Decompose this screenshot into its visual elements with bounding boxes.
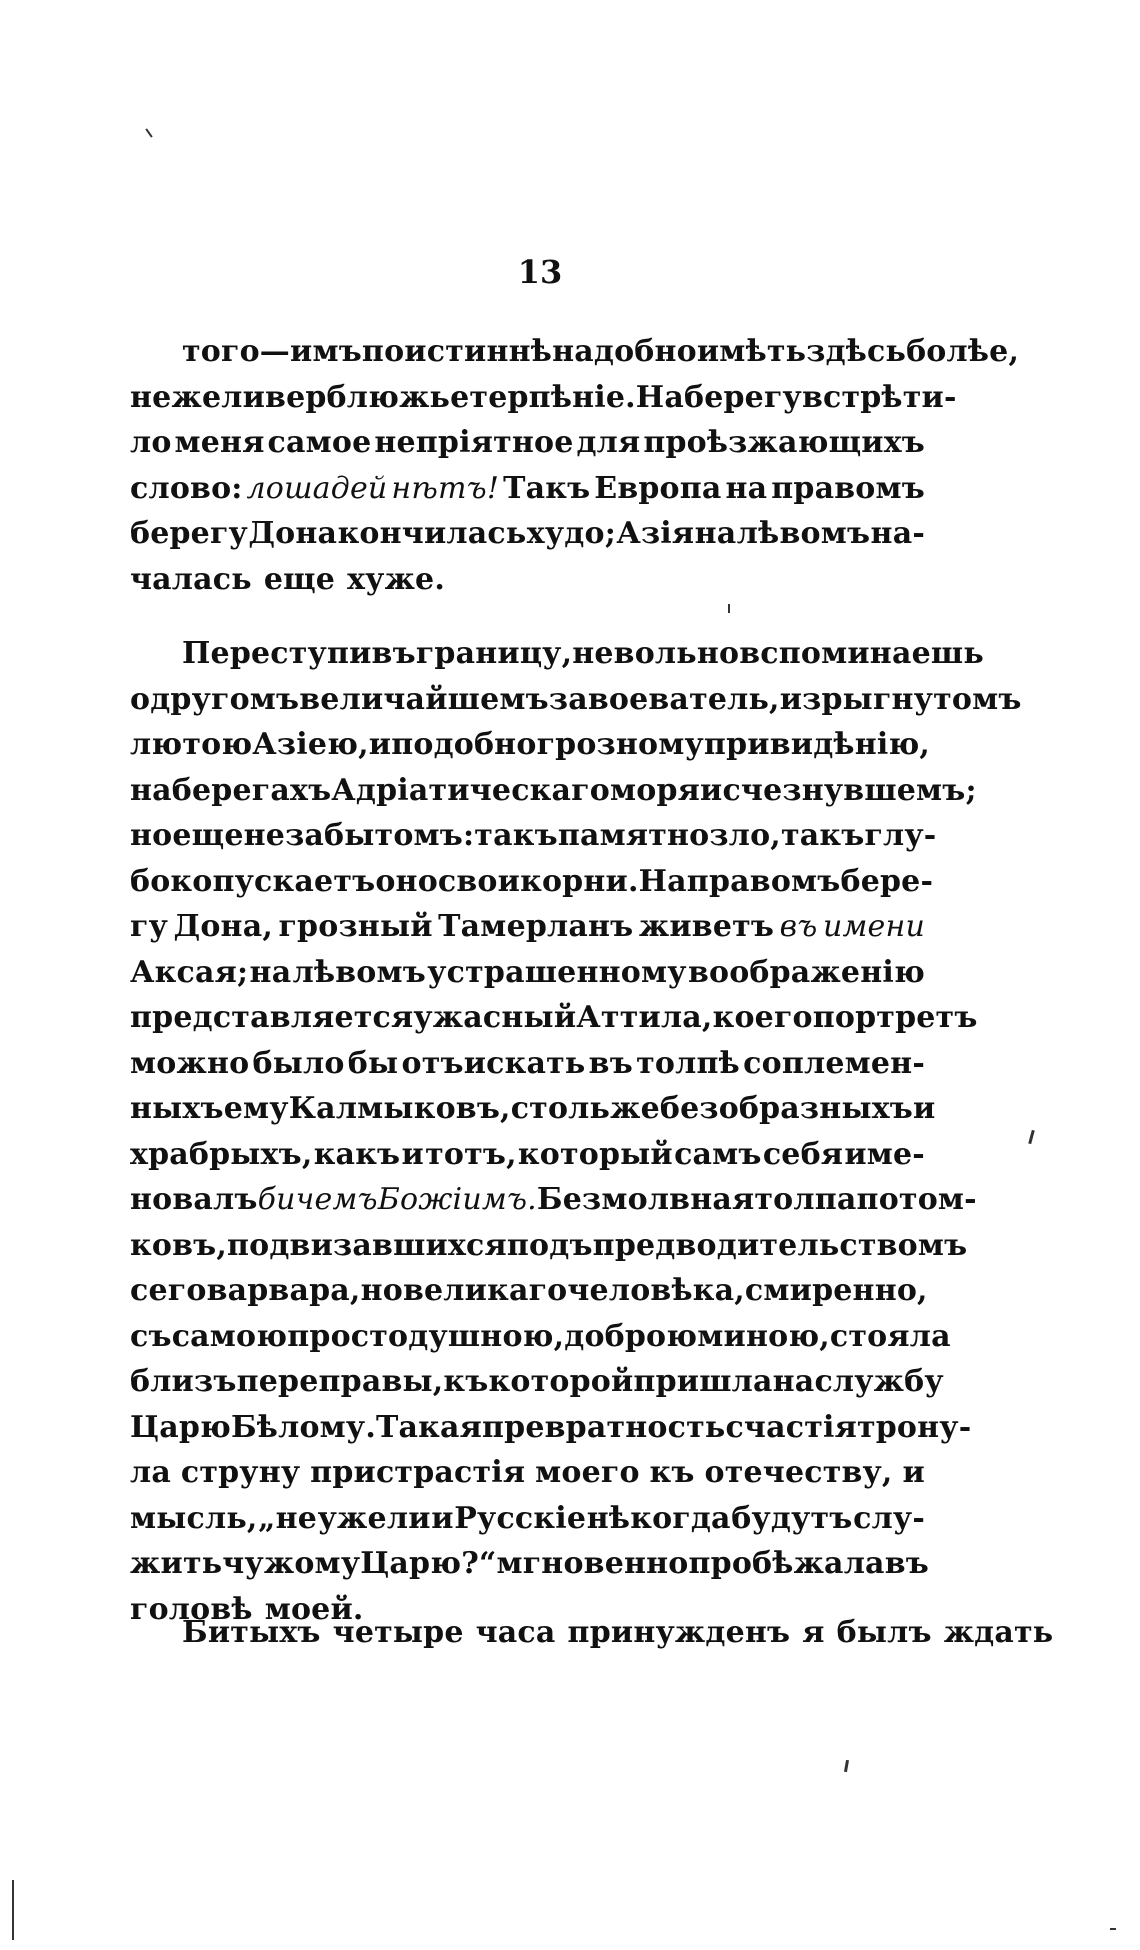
word: слу- bbox=[853, 1500, 925, 1536]
word: свои bbox=[437, 863, 521, 899]
word: и bbox=[913, 1091, 936, 1126]
word: но bbox=[130, 818, 173, 853]
text-line bbox=[130, 1450, 925, 1496]
word: моей. bbox=[264, 1591, 364, 1627]
word: невольно bbox=[572, 636, 740, 671]
word: привидѣнiю, bbox=[703, 727, 931, 762]
word: изрыгнутомъ bbox=[779, 681, 1022, 717]
word: столь bbox=[510, 1091, 611, 1126]
word: берегахъ bbox=[171, 772, 332, 808]
word: представляется bbox=[130, 1000, 414, 1035]
word: Азiею, bbox=[252, 727, 369, 762]
text-line bbox=[130, 375, 957, 421]
word: и bbox=[902, 1455, 925, 1490]
word: на bbox=[772, 1364, 815, 1399]
word: сего bbox=[130, 1273, 207, 1308]
word: другомъ bbox=[150, 681, 300, 717]
word: но bbox=[360, 1273, 403, 1308]
word: еще bbox=[172, 818, 244, 853]
word: Бѣлому. bbox=[230, 1409, 376, 1445]
word: съ bbox=[130, 1318, 172, 1354]
word: истиннѣ bbox=[404, 334, 553, 369]
text-line bbox=[130, 329, 1020, 375]
word: какъ bbox=[313, 1136, 401, 1172]
text-line bbox=[130, 859, 934, 905]
scan-speck bbox=[728, 604, 730, 613]
word: Азiя bbox=[616, 516, 695, 551]
word: боко bbox=[130, 863, 213, 899]
word: моря bbox=[609, 772, 700, 808]
word: себя bbox=[762, 1136, 844, 1172]
text-line bbox=[130, 1314, 951, 1360]
text-line bbox=[130, 813, 937, 859]
word: по bbox=[361, 334, 405, 369]
word: счастiя bbox=[725, 1409, 857, 1445]
word: меня bbox=[174, 425, 265, 460]
text-line bbox=[130, 995, 978, 1041]
word: глу- bbox=[864, 818, 937, 853]
word: толпѣ bbox=[636, 1045, 740, 1081]
word: принужденъ bbox=[567, 1615, 791, 1650]
text-line bbox=[130, 1223, 968, 1269]
word: отечеству, bbox=[704, 1455, 893, 1490]
word: мгновенно bbox=[496, 1546, 689, 1581]
text-line bbox=[130, 1041, 925, 1087]
word: смиренно, bbox=[744, 1273, 928, 1308]
text-line bbox=[130, 1496, 925, 1542]
word: великаго bbox=[402, 1273, 568, 1308]
word: ему bbox=[223, 1091, 289, 1126]
word: человѣка, bbox=[567, 1273, 745, 1308]
word: худо; bbox=[526, 516, 616, 551]
word: ныхъ bbox=[130, 1091, 224, 1126]
text-line bbox=[130, 677, 1022, 723]
text-line bbox=[130, 1359, 944, 1405]
word: терпѣнiе. bbox=[469, 379, 636, 415]
word: слово: bbox=[130, 470, 243, 506]
text-line bbox=[130, 1405, 972, 1451]
word: потом- bbox=[856, 1182, 977, 1217]
word: въ bbox=[588, 1045, 633, 1081]
word: Европа bbox=[594, 470, 722, 506]
word: Аттила, bbox=[576, 1000, 713, 1035]
word: предводительствомъ bbox=[592, 1227, 968, 1263]
word: самое bbox=[267, 425, 372, 460]
page-number: 13 bbox=[517, 253, 563, 291]
word: на bbox=[249, 954, 292, 990]
word: имѣть bbox=[696, 334, 807, 369]
text-line bbox=[130, 557, 925, 603]
word: подобно bbox=[391, 727, 537, 762]
italic-word: въ bbox=[779, 909, 818, 944]
word: бы bbox=[347, 1045, 399, 1081]
word: четыре bbox=[332, 1615, 464, 1650]
word: зло, bbox=[709, 818, 781, 853]
text-line bbox=[130, 420, 925, 466]
word: завоеватель, bbox=[548, 681, 780, 717]
word: доброю bbox=[564, 1318, 698, 1354]
word: верблюжье bbox=[265, 379, 470, 415]
italic-word: лошадей bbox=[246, 470, 388, 506]
word: трону- bbox=[856, 1409, 972, 1445]
word: „не bbox=[258, 1500, 318, 1536]
word: здѣсь bbox=[806, 334, 907, 369]
word: былъ bbox=[836, 1615, 932, 1650]
word: превратность bbox=[482, 1409, 726, 1445]
word: живетъ bbox=[638, 909, 775, 944]
text-line bbox=[130, 1541, 929, 1587]
word: На bbox=[638, 863, 687, 899]
word: близъ bbox=[130, 1364, 237, 1399]
word: встрѣти- bbox=[801, 379, 957, 415]
italic-word: Божiимъ. bbox=[377, 1182, 537, 1217]
word: и bbox=[368, 727, 392, 762]
word: устрашенному bbox=[427, 954, 687, 990]
word: вспоминаешь bbox=[739, 636, 984, 671]
word: о bbox=[130, 681, 151, 717]
word: миною, bbox=[697, 1318, 830, 1354]
word: На bbox=[635, 379, 684, 415]
word: толпа bbox=[754, 1182, 857, 1217]
word: воображенiю bbox=[687, 954, 925, 990]
word: самою bbox=[171, 1318, 288, 1354]
word: простодушною, bbox=[287, 1318, 565, 1354]
word: я bbox=[802, 1615, 825, 1650]
word: варвара, bbox=[206, 1273, 361, 1308]
italic-word: нѣтъ! bbox=[391, 470, 500, 506]
word: часа bbox=[475, 1615, 556, 1650]
word: грозному bbox=[536, 727, 704, 762]
word: такъ bbox=[780, 818, 865, 853]
word: на bbox=[694, 516, 737, 551]
word: въ bbox=[884, 1546, 929, 1581]
word: того—имъ bbox=[182, 334, 362, 369]
word: хуже. bbox=[347, 561, 445, 597]
word: которой bbox=[488, 1364, 634, 1399]
word: нѣкогда bbox=[586, 1500, 731, 1536]
word: памятно bbox=[557, 818, 710, 853]
word: же bbox=[610, 1091, 660, 1126]
word: Дона bbox=[248, 516, 338, 551]
word: берегу bbox=[130, 516, 248, 551]
word: стояла bbox=[829, 1318, 951, 1354]
text-line bbox=[130, 631, 984, 677]
word: болѣе, bbox=[906, 334, 1020, 369]
word: можно bbox=[130, 1045, 250, 1081]
word: оно bbox=[375, 863, 438, 899]
word: ужасный bbox=[413, 1000, 577, 1035]
text-line bbox=[130, 1268, 928, 1314]
word: Битыхъ bbox=[182, 1615, 321, 1650]
paragraph-3 bbox=[130, 1610, 1054, 1656]
word: къ bbox=[649, 1455, 695, 1490]
word: подвизавшихся bbox=[226, 1227, 507, 1263]
word: на- bbox=[870, 516, 925, 551]
word: правомъ bbox=[686, 863, 841, 899]
word: незабытомъ: bbox=[243, 818, 475, 853]
word: лютою bbox=[130, 727, 253, 762]
word: бере- bbox=[840, 863, 934, 899]
word: границу, bbox=[415, 636, 573, 671]
word: службу bbox=[814, 1364, 944, 1399]
word: ужели bbox=[317, 1500, 431, 1536]
word: корни. bbox=[520, 863, 639, 899]
word: жить bbox=[130, 1546, 223, 1581]
italic-word: имени bbox=[822, 909, 925, 944]
scan-speck bbox=[12, 1880, 14, 1940]
word: безобразныхъ bbox=[659, 1091, 914, 1126]
text-line bbox=[130, 1132, 925, 1178]
word: надобно bbox=[552, 334, 697, 369]
word: Царю bbox=[130, 1409, 231, 1445]
word: пускаетъ bbox=[212, 863, 376, 899]
word: соплемен- bbox=[743, 1045, 925, 1081]
word: Адрiатическаго bbox=[331, 772, 610, 808]
text-line bbox=[130, 466, 925, 512]
text-line bbox=[130, 511, 925, 557]
word: нежели bbox=[130, 379, 266, 415]
word: Такая bbox=[375, 1409, 482, 1445]
word: мысль, bbox=[130, 1500, 258, 1536]
text-line bbox=[130, 904, 925, 950]
word: Царю?“ bbox=[360, 1546, 497, 1581]
word: новалъ bbox=[130, 1182, 258, 1217]
word: коего bbox=[712, 1000, 813, 1035]
word: Такъ bbox=[503, 470, 591, 506]
text-line bbox=[130, 768, 977, 814]
scan-speck bbox=[1110, 1928, 1116, 1930]
word: портретъ bbox=[812, 1000, 978, 1035]
paragraph-2 bbox=[130, 631, 1022, 1632]
word: переправы, bbox=[236, 1364, 444, 1399]
word: пристрастiя bbox=[310, 1455, 526, 1490]
word: отъискать bbox=[401, 1045, 586, 1081]
word: будутъ bbox=[731, 1500, 853, 1536]
word: и bbox=[401, 1136, 424, 1172]
scan-speck bbox=[844, 1760, 849, 1772]
word: исчезнувшемъ; bbox=[700, 772, 977, 808]
word: ковъ, bbox=[130, 1227, 227, 1263]
word: самъ bbox=[674, 1136, 762, 1172]
word: къ bbox=[443, 1364, 489, 1399]
word: тотъ, bbox=[425, 1136, 517, 1172]
word: Русскiе bbox=[454, 1500, 587, 1536]
text-line bbox=[130, 950, 925, 996]
word: Безмолвная bbox=[536, 1182, 755, 1217]
word: Аксая; bbox=[130, 954, 249, 990]
word: ло bbox=[130, 425, 172, 460]
word: Переступивъ bbox=[182, 636, 416, 671]
scan-speck bbox=[145, 128, 152, 137]
word: струну bbox=[180, 1455, 301, 1490]
text-line bbox=[130, 722, 931, 768]
word: подъ bbox=[506, 1227, 593, 1263]
word: на bbox=[725, 470, 768, 506]
word: величайшемъ bbox=[299, 681, 549, 717]
word: моего bbox=[535, 1455, 640, 1490]
word: чужому bbox=[222, 1546, 361, 1581]
word: берегу bbox=[683, 379, 802, 415]
word: гу bbox=[130, 909, 168, 944]
text-line bbox=[130, 1610, 1054, 1656]
word: кончилась bbox=[337, 516, 527, 551]
word: такъ bbox=[474, 818, 558, 853]
word: для bbox=[576, 425, 641, 460]
word: грозный bbox=[278, 909, 433, 944]
scan-speck bbox=[1028, 1130, 1035, 1144]
word: на bbox=[130, 772, 172, 808]
word: Дона, bbox=[173, 909, 273, 944]
paragraph-1 bbox=[130, 329, 1020, 602]
word: проѣзжающихъ bbox=[643, 425, 925, 460]
italic-word: бичемъ bbox=[257, 1182, 378, 1217]
word: Тамерланъ bbox=[438, 909, 634, 944]
word: и bbox=[431, 1500, 454, 1536]
word: име- bbox=[844, 1136, 925, 1172]
word: было bbox=[252, 1045, 345, 1081]
word: правомъ bbox=[771, 470, 925, 506]
word: лѣвомъ bbox=[736, 516, 871, 551]
word: головѣ bbox=[130, 1591, 253, 1627]
text-line bbox=[130, 1177, 977, 1223]
word: чалась bbox=[130, 561, 252, 597]
word: храбрыхъ, bbox=[130, 1136, 313, 1172]
word: лѣвомъ bbox=[292, 954, 426, 990]
word: ждать bbox=[943, 1615, 1054, 1650]
word: пробѣжала bbox=[688, 1546, 885, 1581]
word: ла bbox=[130, 1455, 171, 1490]
word: непрiятное bbox=[374, 425, 574, 460]
word: еще bbox=[263, 561, 336, 597]
word: пришла bbox=[633, 1364, 773, 1399]
word: который bbox=[517, 1136, 673, 1172]
text-line bbox=[130, 1086, 936, 1132]
word: Калмыковъ, bbox=[288, 1091, 511, 1126]
